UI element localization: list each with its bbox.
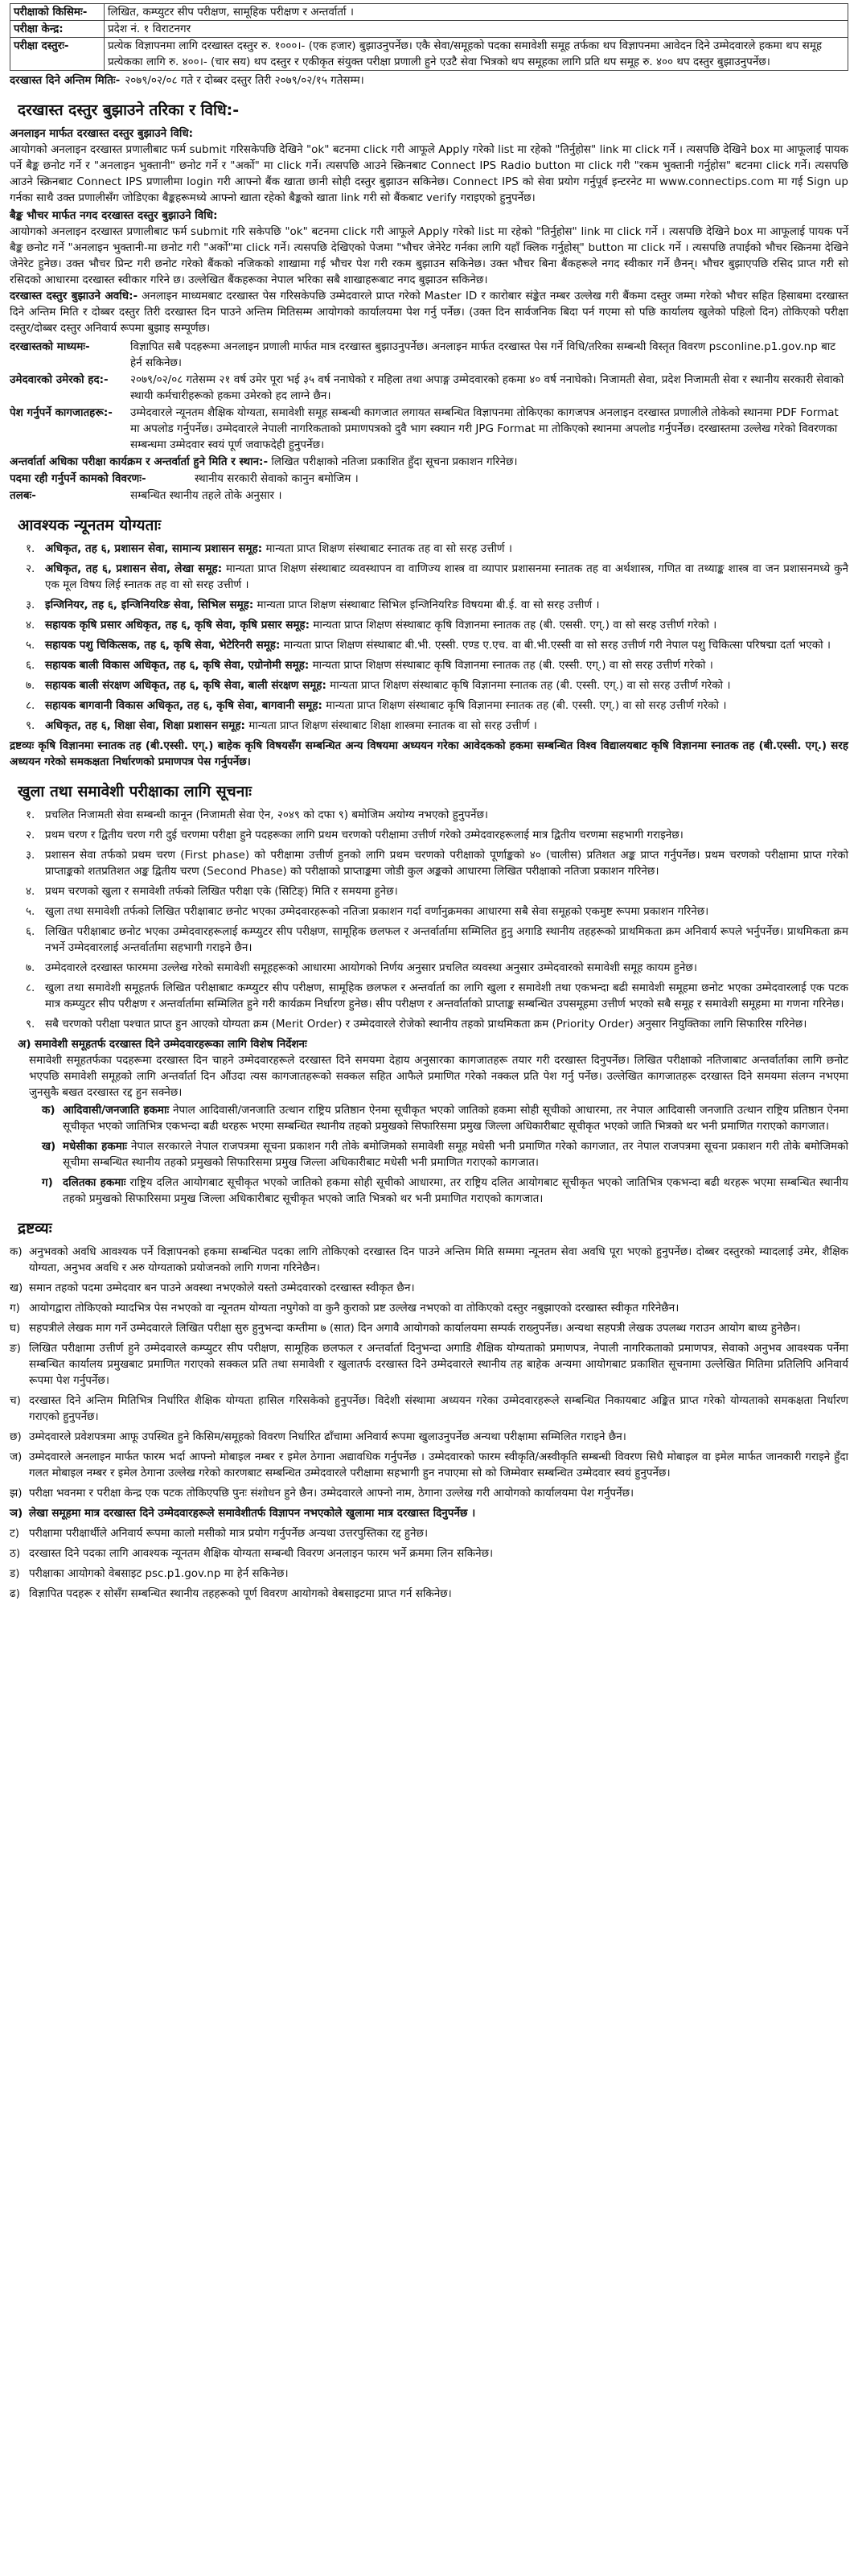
group-text: नेपाल सरकारले नेपाल राजपत्रमा सूचना प्रकाशन गरी तोके बमोजिमको समावेशी समूह मधेसी भनी प्रमाणित गरेको कागजात, तर नेपाल राजपत्रमा सूचना प्रकाशन गरी तोके बमोजिमको सूचीमा सम्बन्धित स्थानीय तहको प्रमुखको सिफारिसमा प्रमुख जिल्ला अधिकारीबाट मधेसी भनी प्रमाणित गराएको कागजात। — [63, 1140, 848, 1169]
submit-period-paragraph — [10, 288, 848, 336]
documents-row — [10, 405, 848, 453]
list-item — [10, 1175, 848, 1207]
item-number: ५. — [26, 639, 35, 652]
exam-fee-label: परीक्षा दस्तुरः- — [10, 38, 105, 71]
item-number: ९. — [26, 1018, 35, 1031]
post-name: सहायक कृषि प्रसार अधिकृत, तह ६, कृषि सेवा, कृषि प्रसार समूह: — [45, 619, 310, 632]
post-name: अधिकृत, तह ६, प्रशासन सेवा, लेखा समूह: — [45, 562, 223, 575]
list-item — [26, 561, 848, 593]
item-number: ट) — [10, 1527, 20, 1540]
item-number: १. — [26, 542, 35, 555]
post-name: इन्जिनियर, तह ६, इन्जिनियरिङ सेवा, सिभिल समूह: — [45, 599, 254, 611]
item-number: ३. — [26, 599, 35, 611]
deadline-value: २०७९/०२/०८ गते र दोब्बर दस्तुर तिरी २०७९/०२/१५ गतेसम्म। — [125, 74, 364, 87]
fee-section-title: दरखास्त दस्तुर बुझाउने तरिका र विधि:- — [18, 101, 240, 119]
open-inclusive-list — [10, 807, 848, 1032]
list-item — [26, 903, 848, 920]
post-name: अधिकृत, तह ६, प्रशासन सेवा, सामान्य प्रशासन समूह: — [45, 542, 263, 555]
item-number: ५. — [26, 905, 35, 918]
item-number: ख) — [10, 1282, 23, 1294]
item-number: ४. — [26, 885, 35, 898]
medium-label: दरखास्तको माध्यमः- — [10, 340, 90, 353]
list-item — [26, 617, 848, 633]
list-item — [10, 1300, 848, 1316]
item-text: खुला तथा समावेशी तर्फको लिखित परीक्षाबाट छनोट भएका उम्मेदवारहरूको नतिजा प्रकाशन गर्दा वर्णानुक्रमका आधारमा सबै सेवा समूहको एकमुष्ट रूपमा प्रकाशन गरिनेछ। — [45, 905, 709, 918]
item-number: ८. — [26, 699, 35, 712]
item-number: २. — [26, 829, 35, 842]
list-item — [10, 1545, 848, 1562]
item-text: उम्मेदवारले दरखास्त फारममा उल्लेख गरेको समावेशी समूहहरूको आधारमा आयोगको निर्णय अनुसार प्रचलित व्यवस्था अनुसार उम्मेदवारको समावेशी समूह कायम हुनेछ। — [45, 961, 698, 974]
interview-label: अन्तर्वार्ता अधिका परीक्षा कार्यक्रम र अन्तर्वार्ता हुने मिति र स्थान:- — [10, 455, 269, 468]
list-item — [10, 1280, 848, 1296]
list-item — [10, 1485, 848, 1501]
post-requirement: मान्यता प्राप्त शिक्षण संस्थाबाट शिक्षा शास्त्रमा स्नातक वा सो सरह उत्तीर्ण । — [244, 719, 537, 732]
list-item — [26, 597, 848, 613]
item-text: विज्ञापित पदहरू र सोसँग सम्बन्धित स्थानीय तहहरूको पूर्ण विवरण आयोगको वेबसाइटमा प्राप्त गर्न सकिनेछ। — [29, 1587, 452, 1600]
group-name: आदिवासी/जनजाति हकमाः — [63, 1104, 170, 1117]
post-requirement: मान्यता प्राप्त शिक्षण संस्थाबाट स्नातक तह वा सो सरह उत्तीर्ण । — [262, 542, 512, 555]
list-item — [10, 1566, 848, 1582]
item-number: २. — [26, 562, 35, 575]
list-item — [10, 1138, 848, 1171]
list-item — [26, 883, 848, 899]
deadline-label: दरखास्त दिने अन्तिम मितिः- — [10, 74, 121, 87]
qualification-title: आवश्यक न्यूनतम योग्यताः — [18, 516, 162, 534]
item-text: परीक्षा भवनमा र परीक्षा केन्द्र एक पटक तोकिएपछि पुनः संशोधन हुने छैन। उम्मेदवारले आफ्नो नाम, ठेगाना उल्लेख गरी आयोगको कार्यालयमा पेश गर्नुपर्नेछ। — [29, 1487, 634, 1500]
item-number: ४. — [26, 619, 35, 632]
list-item — [26, 657, 848, 673]
exam-type-label: परीक्षाको किसिमः- — [10, 4, 105, 21]
documents-label: पेश गर्नुपर्ने कागजातहरू:- — [10, 406, 113, 419]
item-text: दरखास्त दिने पदका लागि आवश्यक न्यूनतम शैक्षिक योग्यता सम्बन्धी विवरण अनलाइन फारम भर्ने क्रममा लिन सकिनेछ। — [29, 1547, 494, 1560]
voucher-method-title: बैङ्क भौचर मार्फत नगद दरखास्त दस्तुर बुझाउने विधि: — [10, 209, 218, 222]
list-item — [10, 1393, 848, 1425]
group-text: राष्ट्रिय दलित आयोगबाट सूचीकृत भएको जातिको हकमा सोही सूचीको आधारमा, तर राष्ट्रिय दलित आयोगबाट सूचीकृत भएको जातिभित्र एकभन्दा बढी थरहरू भएमा सम्बन्धित स्थानीय तहको प्रमुखको सिफारिसमा प्रमुख जिल्ला अधिकारीबाट सूचीकृत भएको जाति भित्रको थर भनी प्रमाणित गराएको कागजात। — [63, 1176, 848, 1205]
table-row — [10, 38, 848, 71]
item-number: ग) — [10, 1302, 20, 1315]
interview-value: लिखित परीक्षाको नतिजा प्रकाशित हुँदा सूचना प्रकाशन गरिनेछ। — [271, 455, 518, 468]
interview-paragraph — [10, 454, 848, 470]
exam-center-label: परीक्षा केन्द्र: — [10, 21, 105, 38]
item-number: ६. — [26, 925, 35, 938]
item-number: ज) — [10, 1451, 23, 1463]
documents-value: उम्मेदवारले न्यूनतम शैक्षिक योग्यता, समावेशी समूह सम्बन्धी कागजात लगायत सम्बन्धित विज्ञापनमा तोकिएका कागजपत्र अनलाइन दरखास्त प्रणालीले तोकेको स्थानमा PDF Format मा अपलोड गर्नुपर्नेछ। उम्मेदवारले नेपाली नागरिकताको प्रमाणपत्रको दुवै भाग स्क्यान गरी JPG Format मा तोकिएको स्थानमा अपलोड गर्नुपर्नेछ। दरखास्तमा उल्लेख गरेको विवरणका सम्बन्धमा उम्मेदवार स्वयं पूर्ण जवाफदेही हुनुपर्नेछ। — [130, 406, 839, 451]
post-requirement: मान्यता प्राप्त शिक्षण संस्थाबाट कृषि विज्ञानमा स्नातक तह (बी. एस्सी. एग्.) वा सो सरह उत्तीर्ण गरेको । — [309, 659, 713, 672]
item-number: च) — [10, 1394, 21, 1407]
post-requirement: मान्यता प्राप्त शिक्षण संस्थाबाट बी.भी. एस्सी. एण्ड ए.एच. वा बी.भी.एस्सी वा सो सरह उत्तीर्ण गरी नेपाल पशु चिकित्सा परिषद्मा दर्ता भएको । — [280, 639, 831, 652]
item-text: लेखा समूहमा मात्र दरखास्त दिने उम्मेदवारहरूले समावेशीतर्फ विज्ञापन नभएकोले खुलामा मात्र दरखास्त दिनुपर्नेछ । — [29, 1507, 476, 1520]
item-number: ३. — [26, 849, 35, 862]
list-item — [26, 1016, 848, 1032]
item-text: समान तहको पदमा उम्मेदवार बन पाउने अवस्था नभएकोले यस्तो उम्मेदवारको दरखास्त स्वीकृत छैन। — [29, 1282, 415, 1294]
exam-info-table — [10, 3, 848, 71]
post-requirement: मान्यता प्राप्त शिक्षण संस्थाबाट कृषि विज्ञानमा स्नातक तह (बी. एससी. एग्.) वा सो सरह उत्तीर्ण गरेको । — [309, 619, 717, 632]
item-number: घ) — [10, 1322, 21, 1335]
list-item — [26, 924, 848, 956]
post-requirement: मान्यता प्राप्त शिक्षण संस्थाबाट कृषि विज्ञानमा स्नातक तह (बी. एस्सी. एग्.) वा सो सरह उत्तीर्ण गरेको । — [326, 679, 731, 692]
item-number: ख) — [42, 1140, 56, 1153]
post-name: सहायक बागवानी विकास अधिकृत, तह ६, कृषि सेवा, बागवानी समूह: — [45, 699, 322, 712]
item-number: ९. — [26, 719, 35, 732]
list-item — [26, 980, 848, 1012]
medium-value: विज्ञापित सबै पदहरूमा अनलाइन प्रणाली मार्फत मात्र दरखास्त बुझाउनुपर्नेछ। अनलाइन मार्फत दरखास्त पेस गर्ने विधि/तरिका सम्बन्धी विस्तृत विवरण psconline.p1.gov.np बाट हेर्न सकिनेछ। — [130, 340, 836, 369]
list-item — [26, 541, 848, 557]
duty-label: पदमा रही गर्नुपर्ने कामको विवरणः- — [10, 472, 146, 485]
group-text: नेपाल आदिवासी/जनजाति उत्थान राष्ट्रिय प्रतिष्ठान ऐनमा सूचीकृत भएको जातिको हकमा सोही सूचीको आधारमा, तर नेपाल आदिवासी जनजाति उत्थान राष्ट्रिय प्रतिष्ठान ऐनमा सूचीकृत भएको जातिभित्र एकभन्दा बढी थरहरू भएमा सम्बन्धित स्थानीय तहको प्रमुखको सिफारिसमा प्रमुख जिल्ला अधिकारीबाट सूचीकृत भएको जाति भित्रको थर भनी प्रमाणित गराएको कागजात। — [63, 1104, 849, 1133]
list-item — [10, 1244, 848, 1276]
special-instruction-text: समावेशी समूहतर्फका पदहरूमा दरखास्त दिन चाहने उम्मेदवारहरूले दरखास्त दिने समयमा देहाय अनुसारका कागजातहरू तयार गरी दरखास्त दिनुपर्नेछ। लिखित परीक्षाको नतिजाबाट अन्तर्वार्ताका लागि छनोट भएपछि समावेशी समूहको लागि अन्तर्वार्ता दिन औंउदा त्यस कागजातहरूको सक्कल सहित आफैले प्रमाणित गरेको नक्कल प्रति पेश गर्नु पर्नेछ। उल्लेखित कागजातहरू दरखास्त दिने समयमा संलग्न नभएमा जुनसुकै बखत दरखास्त रद्द हुन सक्नेछ। — [29, 1054, 848, 1099]
qualification-note: द्रष्टव्यः कृषि विज्ञानमा स्नातक तह (बी.एस्सी. एग्.) बाहेक कृषि विषयसँग सम्बन्धित अन्य विषयमा अध्ययन गरेका आवेदकको हकमा सम्बन्धित विश्व विद्यालयबाट कृषि विज्ञानमा स्नातक तह (बी.एस्सी. एग्.) सरह अध्ययन गरेको समकक्षता निर्धारणको प्रमाणपत्र पेस गर्नुपर्नेछ। — [10, 739, 848, 768]
item-number: छ) — [10, 1430, 22, 1443]
list-item — [10, 1586, 848, 1602]
salary-value: सम्बन्धित स्थानीय तहले तोके अनुसार । — [130, 489, 282, 502]
post-requirement: मान्यता प्राप्त शिक्षण संस्थाबाट कृषि विज्ञानमा स्नातक तह (बी. एस्सी. एग्.) वा सो सरह उत्तीर्ण गरेको । — [322, 699, 727, 712]
group-name: मधेसीका हकमाः — [63, 1140, 127, 1153]
item-number: १. — [26, 809, 35, 821]
online-method-text: आयोगको अनलाइन दरखास्त प्रणालीबाट फर्म submit गरिसकेपछि देखिने "ok" बटनमा click गरी आफूले Apply गरेको list मा रहेको "तिर्नुहोस" link मा click गर्ने । त्यसपछि देखिने box मा आफूलाई पायक पर्ने बैङ्क छनोट गर्ने र "अनलाइन भुक्तानी" छनोट गर्ने र "अर्को" मा click गर्ने। त्यसपछि आउने स्क्रिनबाट Connect IPS Radio button मा click गरी "रकम भुक्तानी गर्नुहोस" बटनमा click गर्ने। त्यसपछि आउने स्क्रिनबाट Connect IPS प्रणालीमा login गरी आफ्नो बैंक खाता छानी सोही दस्तुर बुझाउन सकिनेछ। Connect IPS को सेवा प्रयोग गर्नुपूर्व इन्टरनेट मा www.connectips.com मा गई Sign up गर्नका साथै उक्त प्रणालीसँग जोडिएका बैङ्कहरूमध्ये आफ्नो खाता रहेको बैङ्कको खाता link गरी सो बैंकबाट verify गराइएको हुनुपर्नेछ। — [10, 143, 848, 204]
list-item — [10, 1505, 848, 1521]
table-row — [10, 21, 848, 38]
exam-type-value: लिखित, कम्प्युटर सीप परीक्षण, सामूहिक परीक्षण र अन्तर्वार्ता । — [105, 4, 848, 21]
list-item — [26, 847, 848, 879]
item-number: ठ) — [10, 1547, 21, 1560]
list-item — [26, 697, 848, 714]
salary-label: तलबः- — [10, 489, 36, 502]
item-text: आयोगद्वारा तोकिएको म्यादभित्र पेस नभएको वा न्यूनतम योग्यता नपुगेको वा कुनै कुराको प्रष्ट उल्लेख नभएको वा तोकिएको दस्तुर नबुझाएको दरखास्त स्वीकृत गरिनेछैन। — [29, 1302, 679, 1315]
medium-row — [10, 339, 848, 371]
open-inclusive-title: खुला तथा समावेशी परीक्षाका लागि सूचनाः — [18, 783, 252, 800]
item-text: सबै चरणको परीक्षा पश्चात प्राप्त हुन आएको योग्यता क्रम (Merit Order) र उम्मेदवारले रोजेको स्थानीय तहको प्राथमिकता क्रम (Priority Order) अनुसार नियुक्तिका लागि सिफारिस गरिनेछ। — [45, 1018, 807, 1031]
notes-list — [10, 1244, 848, 1602]
post-name: सहायक बाली विकास अधिकृत, तह ६, कृषि सेवा, एग्रोनोमी समूह: — [45, 659, 310, 672]
item-text: परीक्षामा परीक्षार्थीले अनिवार्य रूपमा कालो मसीको मात्र प्रयोग गर्नुपर्नेछ अन्यथा उत्तरपुस्तिका रद्द हुनेछ। — [29, 1527, 429, 1540]
list-item — [10, 1320, 848, 1336]
post-requirement: मान्यता प्राप्त शिक्षण संस्थाबाट व्यवस्थापन वा वाणिज्य शास्त्र वा व्यापार प्रशासनमा स्नातक तह वा अर्थशास्त्र, गणित वा तथ्याङ्क शास्त्र वा जन प्रशासनमध्ये कुनै एक मूल विषय लिई स्नातक तह वा सो सरह उत्तीर्ण । — [45, 562, 848, 591]
list-item — [26, 677, 848, 693]
deadline-row — [10, 72, 848, 88]
salary-row — [10, 488, 848, 504]
list-item — [26, 827, 848, 843]
item-number: ड) — [10, 1567, 20, 1580]
list-item — [26, 960, 848, 976]
post-name: अधिकृत, तह ६, शिक्षा सेवा, शिक्षा प्रशासन समूह: — [45, 719, 245, 732]
post-name: सहायक पशु चिकित्सक, तह ६, कृषि सेवा, भेटेरिनरी समूह: — [45, 639, 281, 652]
item-text: सहपत्रीले लेखक माग गर्ने उम्मेदवारले लिखित परीक्षा सुरु हुनुभन्दा कम्तीमा ७ (सात) दिन अगावै आयोगको कार्यालयमा सम्पर्क राख्नुपर्नेछ। अन्यथा सहपत्री लेखक उपलब्ध गराउन आयोग बाध्य हुनेछैन। — [29, 1322, 801, 1335]
voucher-method-text: आयोगको अनलाइन दरखास्त प्रणालीबाट फर्म submit गरि सकेपछि "ok" बटनमा click गरी आफूले Apply गरेको list मा रहेको "तिर्नुहोस" link मा click गर्ने । त्यसपछि देखिने box मा आफूलाई पायक पर्ने बैङ्क छनोट गर्ने "अनलाइन भुक्तानी-मा छनोट गरी "अर्को"मा click गर्ने। त्यसपछि देखिएको पेजमा "भौचर जेनेरेट गर्नका लागि यहाँ क्लिक गर्नुहोस्" button मा click गर्ने । त्यसपछि तपाईको भौचर स्क्रिनमा देखिने जेनेरेट हुनेछ। उक्त भौचर प्रिन्ट गरी छनोट गरेको बैंकको नजिकको शाखामा गई भौचर पेश गरी रकम बुझाउन सकिनेछ। उक्त भौचर बिना बैंकहरूले नगद स्वीकार गर्ने छैनन्। भौचर बुझाएपछि रसिद प्राप्त गरी सो रसिदको आधारमा दरखास्त स्वीकार गरिने छ। उल्लेखित बैंकहरूका नेपाल भरिका सबै शाखाहरूबाट नगद बुझाउन सकिनेछ। — [10, 225, 848, 286]
online-method-title: अनलाइन मार्फत दरखास्त दस्तुर बुझाउने विधि: — [10, 127, 194, 140]
duty-value: स्थानीय सरकारी सेवाको कानुन बमोजिम । — [195, 472, 359, 485]
table-row — [10, 4, 848, 21]
item-number: ढ) — [10, 1587, 20, 1600]
group-name: दलितका हकमाः — [63, 1176, 126, 1189]
submit-period-text: अनलाइन माध्यमबाट दरखास्त पेस गरिसकेपछि उम्मेदवारले प्राप्त गरेको Master ID र कारोबार संङ्केत नम्बर उल्लेख गरी बैंकमा दस्तुर जम्मा गरेको भौचर सहित हिसाबमा दरखास्त दिने अन्तिम मिति र दोब्बर दस्तुर तिरी दरखास्त दिन पाउने अन्तिम मितिसम्म आयोगको कार्यालयमा पेश गर्नु पर्नेछ। (उक्त दिन सार्वजनिक बिदा पर्न गएमा सो पछि कार्यालय खुलेको पहिलो दिन) तोकिएको परीक्षा दस्तुर/दोब्बर दस्तुर अनिवार्य रूपमा बुझाइ सम्पूर्णछ। — [10, 290, 848, 335]
list-item — [10, 1429, 848, 1445]
special-instruction-title: अ) समावेशी समूहतर्फ दरखास्त दिने उम्मेदवारहरूका लागि विशेष निर्देशनः — [18, 1038, 307, 1051]
item-number: ७. — [26, 961, 35, 974]
item-number: ८. — [26, 981, 35, 994]
item-text: प्रशासन सेवा तर्फको प्रथम चरण (First phase) को परीक्षामा उत्तीर्ण हुनको लागि प्रथम चरणको परीक्षाको पूर्णाङ्कको ४० (चालीस) प्रतिशत अङ्क प्राप्त गर्नुपर्नेछ। प्रथम चरणको परीक्षामा प्राप्त गरेको प्राप्ताङ्कको शतप्रतिशत अङ्क द्वितीय चरण (Second Phase) को परीक्षाको प्राप्ताङ्कमा जोडी कुल अङ्कको आधारमा लिखित परीक्षाको नतिजा प्रकाशन गरिनेछ। — [45, 849, 848, 878]
item-text: खुला तथा समावेशी समूहतर्फ लिखित परीक्षाबाट कम्प्युटर सीप परीक्षण, सामूहिक छलफल र अन्तर्वार्ता का लागि खुला र समावेशी तथा एकभन्दा बढी समावेशी समूहमा छनोट भएका उम्मेदवारलाई एक पटक मात्र कम्प्युटर सीप परीक्षण र अन्तर्वार्तामा सम्मिलित हुने गरी कार्यक्रम निर्धारण हुनेछ। सीप परीक्षण र अन्तर्वार्ताको प्राप्ताङ्क सम्बन्धित उपसमूहमा उत्तीर्ण भएको सबै समूह र समावेशी समूहमा मा गणना गरिनेछ। — [45, 981, 848, 1010]
notes-title: द्रष्टव्यः — [18, 1220, 52, 1237]
item-number: ७. — [26, 679, 35, 692]
item-text: प्रथम चरण र द्वितीय चरण गरी दुई चरणमा परीक्षा हुने पदहरूका लागि प्रथम चरणको परीक्षामा उत्तीर्ण गरेको उम्मेदवारहरूलाई मात्र द्वितीय चरणमा सहभागी गराइनेछ। — [45, 829, 684, 842]
list-item — [10, 1449, 848, 1481]
list-item — [10, 1525, 848, 1541]
item-number: ६. — [26, 659, 35, 672]
item-number: क) — [10, 1245, 23, 1258]
item-text: दरखास्त दिने अन्तिम मितिभित्र निर्धारित शैक्षिक योग्यता हासिल गरिसकेको हुनुपर्नेछ। विदेशी संस्थामा अध्ययन गरेका उम्मेदवारहरूले सम्बन्धित निकायबाट अङ्कित प्राप्त गरेको योग्यताको समकक्षता निर्धारण गराएको हुनुपर्नेछ। — [29, 1394, 848, 1423]
age-row — [10, 372, 848, 404]
list-item — [26, 718, 848, 734]
age-value: २०७९/०२/०८ गतेसम्म २१ वर्ष उमेर पूरा भई ३५ वर्ष ननाघेको र महिला तथा अपाङ्ग उम्मेदवारको हकमा ४० वर्ष ननाघेको। निजामती सेवा, प्रदेश निजामती सेवा र स्थानीय सरकारी सेवाको स्थायी कर्मचारीहरूको हकमा उमेरको हद लाग्ने छैन। — [130, 373, 844, 402]
item-text: परीक्षाका आयोगको वेबसाइट psc.p1.gov.np मा हेर्न सकिनेछ। — [29, 1567, 289, 1580]
qualification-list — [10, 541, 848, 734]
list-item — [10, 1340, 848, 1389]
item-text: उम्मेदवारले अनलाइन मार्फत फारम भर्दा आफ्नो मोबाइल नम्बर र इमेल ठेगाना अद्यावधिक गर्नुपर्नेछ । उम्मेदवारको फारम स्वीकृति/अस्वीकृति सम्बन्धी विवरण सिधै मोबाइल वा इमेल मार्फत जानकारी गराइने हुँदा गलत मोबाइल नम्बर र इमेल ठेगाना उल्लेख गरेको कारणबाट सम्बन्धित उम्मेदवारले परीक्षामा सहभागी हुन नपाएमा सो को जिम्मेवार सम्बन्धित उम्मेदवार स्वयं हुनुपर्नेछ। — [29, 1451, 848, 1479]
item-text: लिखित परीक्षामा उत्तीर्ण हुने उम्मेदवारले कम्प्युटर सीप परीक्षण, सामूहिक छलफल र अन्तर्वार्ता दिनुभन्दा अगाडि शैक्षिक योग्यताको प्रमाणपत्र, नेपाली नागरिकताको प्रमाणपत्र, सेवाको अनुभव आवश्यक पर्नेमा सम्बन्धित कार्यालय प्रमुखबाट प्रमाणित गराएको सक्कल प्रति तथा समावेशी र खुलातर्फ दरखास्त दिने उम्मेदवारले स्थानीय तह बाहेक अन्यमा आयोगबाट प्रकाशित सूचनामा उल्लेखित मितिमा प्रतिलिपि अनिवार्य रूपमा पेश गर्नुपर्नेछ। — [29, 1342, 848, 1387]
item-text: प्रचलित निजामती सेवा सम्बन्धी कानून (निजामती सेवा ऐन, २०४९ को दफा ९) बमोजिम अयोग्य नभएको हुनुपर्नेछ। — [45, 809, 489, 821]
item-number: क) — [42, 1104, 55, 1117]
submit-period-label: दरखास्त दस्तुर बुझाउने अवधि:- — [10, 290, 138, 302]
item-text: उम्मेदवारले प्रवेशपत्रमा आफू उपस्थित हुने किसिम/समूहको विवरण निर्धारित ढाँचामा अनिवार्य रूपमा खुलाउनुपर्नेछ अन्यथा परीक्षामा सम्मिलित गराइने छैन। — [29, 1430, 626, 1443]
age-label: उमेदवारको उमेरको हद:- — [10, 373, 109, 386]
list-item — [26, 807, 848, 823]
list-item — [26, 637, 848, 653]
list-item — [10, 1102, 848, 1134]
exam-fee-value: प्रत्येक विज्ञापनमा लागि दरखास्त दस्तुर रु. १०००।- (एक हजार) बुझाउनुपर्नेछ। एकै सेवा/समूहको पदका समावेशी समूह तर्फका थप विज्ञापनमा आवेदन दिने उम्मेदवारले हकमा थप समूह प्रत्येकका लागि रु. ४००।- (चार सय) थप दस्तुर र एकीकृत संयुक्त परीक्षा प्रणाली हुने एउटै सेवा भित्रको थप समूहका लागि प्रति थप समूह रु. ४०० थप दस्तुर बुझाउनुपर्नेछ। — [105, 38, 848, 71]
item-number: ङ) — [10, 1342, 21, 1355]
item-text: प्रथम चरणको खुला र समावेशी तर्फको लिखित परीक्षा एके (सिटिङ्) मिति र समयमा हुनेछ। — [45, 885, 398, 898]
exam-center-value: प्रदेश नं. १ विराटनगर — [105, 21, 848, 38]
post-name: सहायक बाली संरक्षण अधिकृत, तह ६, कृषि सेवा, बाली संरक्षण समूह: — [45, 679, 326, 692]
duty-row — [10, 471, 848, 487]
item-number: ञ) — [10, 1507, 23, 1520]
item-text: लिखित परीक्षाबाट छनोट भएका उम्मेदवारहरूलाई कम्प्युटर सीप परीक्षण, सामूहिक छलफल र अन्तर्वार्तामा सम्मिलित हुनु अगाडि स्थानीय तहहरूको प्राथमिकता क्रम अनिवार्य रूपले भर्नुपर्नेछ। प्राथमिकता क्रम नभर्ने उम्मेदवारलाई अन्तर्वार्तामा सहभागी गराइने छैन। — [45, 925, 848, 954]
item-text: अनुभवको अवधि आवश्यक पर्ने विज्ञापनको हकमा सम्बन्धित पदका लागि तोकिएको दरखास्त दिन पाउने अन्तिम मिति सम्ममा न्यूनतम सेवा अवधि पूरा भएको हुनुपर्नेछ। दोब्बर दस्तुरको म्यादलाई उमेर, शैक्षिक योग्यता, अनुभव अवधि र अरु योग्यताको प्रयोजनको लागि गणना गरिनेछैन। — [29, 1245, 848, 1274]
item-number: ग) — [42, 1176, 53, 1189]
post-requirement: मान्यता प्राप्त शिक्षण संस्थाबाट सिभिल इन्जिनियरिङ विषयमा बी.ई. वा सो सरह उत्तीर्ण । — [253, 599, 600, 611]
item-number: झ) — [10, 1487, 23, 1500]
